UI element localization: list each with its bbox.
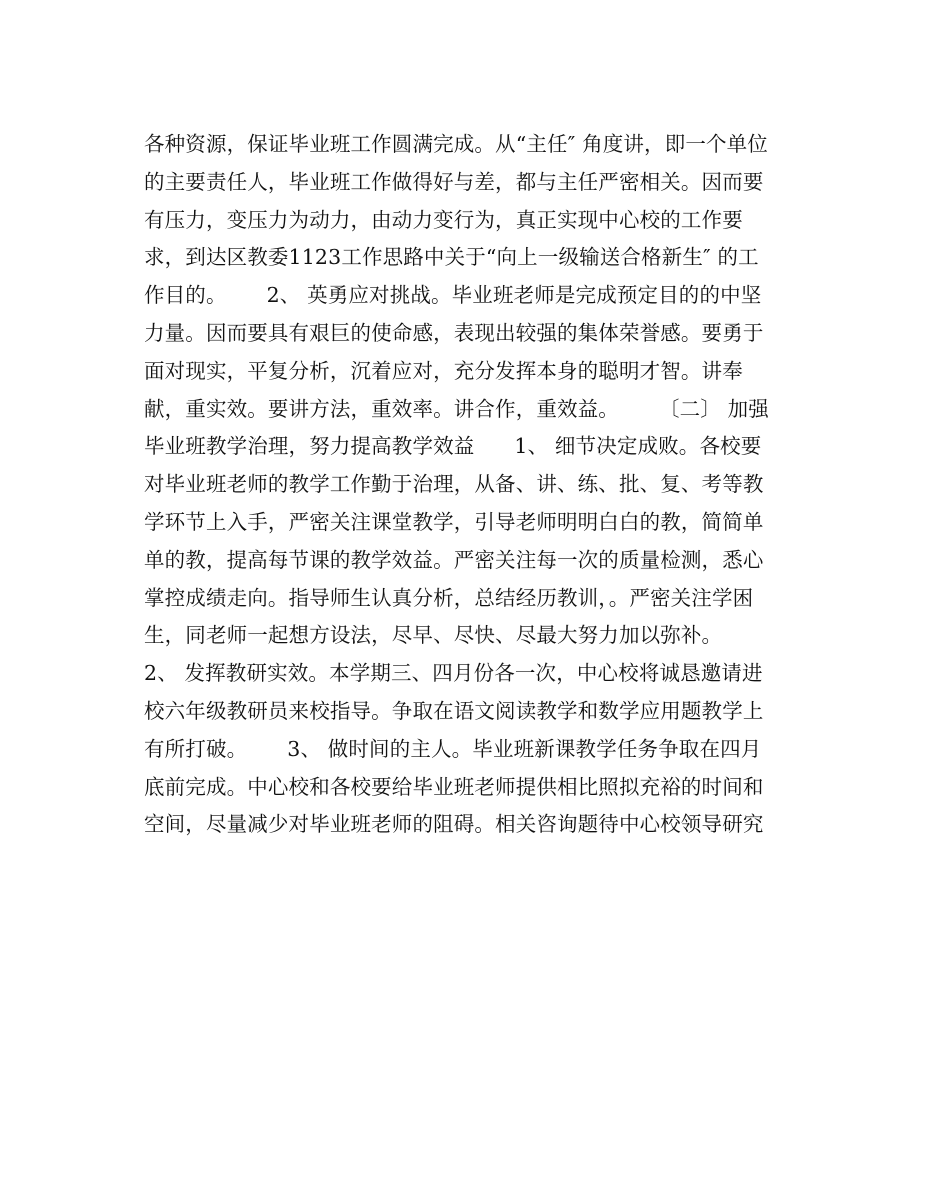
text-line: 2、 发挥教研实效。本学期三、四月份各一次，中心校将诚恳邀请进 [144,661,763,686]
text-line: 空间，尽量减少对毕业班老师的阻碍。相关咨询题待中心校领导研究 [144,812,764,837]
text-line: 掌控成绩走向。指导师生认真分析，总结经历教训，。严密关注学困 [144,585,754,610]
text-line: 面对现实，平复分析，沉着应对，充分发挥本身的聪明才智。讲奉 [144,358,743,383]
text-line: 有压力，变压力为动力，由动力变行为，真正实现中心校的工作要 [144,207,743,232]
text-line: 生，同老师一起想方设法，尽早、尽快、尽最大努力加以弥补。 [144,623,723,648]
text-line: 底前完成。中心校和各校要给毕业班老师提供相比照拟充裕的时间和 [144,774,764,799]
text-line: 学环节上入手，严密关注课堂教学，引导老师明明白白的教，简简单 [144,509,764,534]
text-line: 各种资源，保证毕业班工作圆满完成。从“主任″ 角度讲，即一个单位 [144,132,768,156]
text-line: 毕业班教学治理，努力提高教学效益 1、 细节决定成败。各校要 [144,434,762,459]
text-line: 力量。因而要具有艰巨的使命感，表现出较强的集体荣誉感。要勇于 [144,320,764,345]
text-line: 求，到达区教委1123工作思路中关于“向上一级输送合格新生″ 的工 [144,245,759,270]
text-line: 的主要责任人，毕业班工作做得好与差，都与主任严密相关。因而要 [144,169,764,194]
body-text [144,126,824,844]
text-line: 校六年级教研员来校指导。争取在语文阅读教学和数学应用题教学上 [144,698,764,723]
text-line: 单的教，提高每节课的教学效益。严密关注每一次的质量检测，悉心 [144,547,764,572]
text-line: 有所打破。 3、 做时间的主人。毕业班新课教学任务争取在四月 [144,736,762,761]
text-line: 作目的。 2、 英勇应对挑战。毕业班老师是完成预定目的的中坚 [144,283,762,308]
text-line: 对毕业班老师的教学工作勤于治理，从备、讲、练、批、复、考等教 [144,472,764,497]
text-line: 献，重实效。要讲方法，重效率。讲合作，重效益。 〔二〕 加强 [144,396,769,421]
